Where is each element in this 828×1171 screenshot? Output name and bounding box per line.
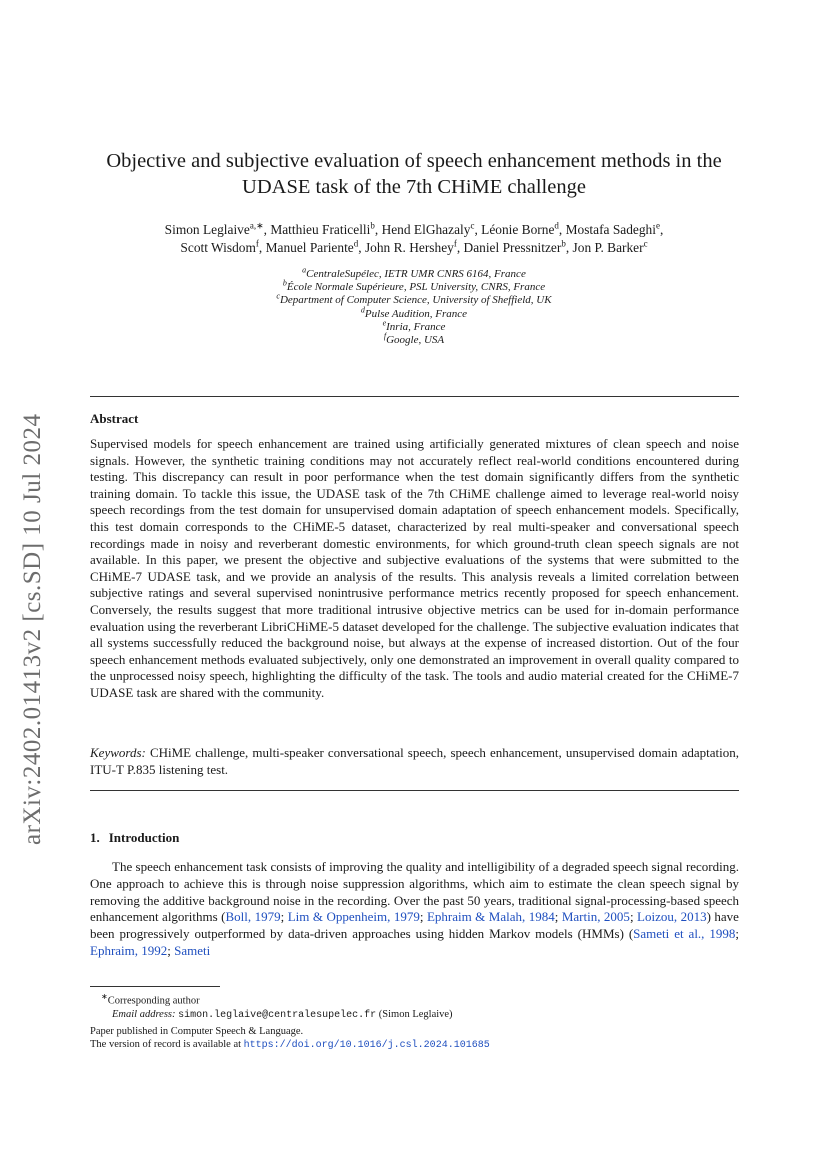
paper-title: Objective and subjective evaluation of speech enhancement methods in the UDASE task of the 7th CHiME challenge [106, 150, 722, 198]
affiliation-text: CentraleSupélec, IETR UMR CNRS 6164, France [306, 268, 526, 280]
citation-link[interactable]: Boll, 1979 [225, 909, 281, 925]
corresponding-author-note [90, 990, 739, 1008]
abstract-text: Supervised models for speech enhancement are trained using artificially generated mixtures of clean speech and noise signals. However, the synthetic training conditions may not accurately reflect real-world conditions encountered during testing. This discrepancy can result in poor performance when the test domain significantly differs from the synthetic training domain. To tackle this issue, the UDASE task of the 7th CHiME challenge aimed to leverage real-world noisy speech recordings from the test domain for unsupervised domain adaptation of speech enhancement models. Specifically, this test domain corresponds to the CHiME-5 dataset, characterized by real multi-speaker and conversational speech recordings made in noisy and reverberant domestic environments, for which ground-truth clean speech signals are not available. In this paper, we present the objective and subjective evaluations of the systems that were submitted to the CHiME-7 UDASE task, and we provide an analysis of the results. This analysis reveals a limited correlation between subjective ratings and several supervised nonintrusive performance metrics recently proposed for speech enhancement. Conversely, the results suggest that more traditional intrusive objective metrics can be used for in-domain performance evaluation using the reverberant LibriCHiME-5 dataset developed for the challenge. The subjective evaluation indicates that all systems successfully reduced the background noise, but always at the expense of increased distortion. Out of the four speech enhancement methods evaluated subjectively, only one demonstrated an improvement in overall quality compared to the unprocessed noisy speech, highlighting the difficulty of the task. The tools and audio material created for the CHiME-7 UDASE task are shared with the community. [90, 436, 739, 700]
citation-link[interactable]: Sameti [174, 942, 211, 958]
affiliation-mark: d [360, 304, 365, 314]
affiliation [120, 331, 708, 347]
author-affiliation-mark: c [643, 238, 648, 249]
corresponding-mark: ∗ [101, 992, 108, 1001]
abstract-bottom-rule [90, 790, 739, 791]
body-text: ) have been progressively outperformed by data-driven approaches using hidden Markov models (HMMs) ( [90, 909, 739, 942]
introduction-paragraph [90, 859, 739, 960]
email-address[interactable]: simon.leglaive@centralesupelec.fr [178, 1009, 377, 1021]
author-name: Scott Wisdom [180, 240, 256, 255]
affiliation-list [120, 265, 708, 347]
author-name: Simon Leglaive [164, 222, 250, 237]
affiliation-text: École Normale Supérieure, PSL University, CNRS, France [286, 281, 546, 294]
author-affiliation-mark: f [453, 238, 457, 249]
section-number: 1. [90, 830, 100, 845]
author-name: Jon P. Barker [572, 240, 644, 255]
publication-note [90, 1025, 739, 1052]
footnote-rule [90, 986, 220, 987]
email-owner: (Simon Leglaive) [378, 1008, 453, 1020]
citation-link[interactable]: Loizou, 2013 [637, 909, 707, 925]
author-affiliation-mark: d [554, 220, 559, 231]
affiliation-mark: b [282, 278, 287, 288]
author-name: Léonie Borne [481, 222, 555, 237]
section-title: Introduction [108, 830, 180, 845]
author-affiliation-mark: b [370, 220, 375, 231]
author [165, 222, 264, 237]
affiliation [120, 304, 708, 321]
author [566, 222, 660, 237]
author-name: Mostafa Sadeghi [565, 222, 656, 237]
author-name: Matthieu Fraticelli [270, 222, 371, 237]
author-list: Simon Leglaive$^{a,∗}$, Matthieu Fraticelli$^b$, Hend ElGhazaly$^c$, Léonie Borne$^d$, Mostafa Sadeghi$^e$, Scott Wisdom$^f$, Manuel Pariente$^d$, John R. Hershey$^f$, Daniel Pressnitzer$^b$, Jon P. Barker$^c$ [164, 220, 664, 255]
author [270, 222, 375, 237]
affiliation-mark: e [382, 318, 387, 328]
author-affiliation-mark: c [470, 220, 475, 231]
body-text: ; [167, 942, 175, 958]
section-heading-introduction [90, 830, 179, 846]
author-name: Manuel Pariente [265, 240, 354, 255]
affiliation [120, 278, 708, 294]
citation-link[interactable]: Martin, 2005 [561, 909, 630, 925]
author-name: John R. Hershey [364, 240, 454, 255]
footnotes [90, 990, 739, 1022]
affiliation-text: Pulse Audition, France [364, 307, 468, 320]
citation-link[interactable]: Ephraim, 1992 [90, 942, 168, 958]
keywords-text: CHiME challenge, multi-speaker conversational speech, speech enhancement, unsupervised domain adaptation, ITU-T P.835 listening test. [90, 745, 740, 777]
affiliation-text: Google, USA [386, 334, 445, 347]
affiliation [120, 265, 708, 281]
author [266, 240, 359, 255]
author-name: Daniel Pressnitzer [463, 240, 562, 255]
author [573, 240, 648, 255]
author [464, 240, 566, 255]
doi-link[interactable]: https://doi.org/10.1016/j.csl.2024.101685 [243, 1040, 490, 1052]
author [481, 222, 559, 237]
author-affiliation-mark: a,∗ [249, 220, 264, 231]
affiliation-text: Inria, France [386, 320, 446, 333]
body-text: ; [554, 909, 562, 925]
keywords-label: Keywords: [90, 745, 146, 760]
affiliation [120, 318, 708, 334]
author-affiliation-mark: b [561, 238, 566, 249]
arxiv-identifier-text: arXiv:2402.01413v2 [cs.SD] 10 Jul 2024 [19, 413, 46, 845]
author [180, 240, 258, 255]
publication-line: Paper published in Computer Speech & Language. [90, 1026, 304, 1037]
body-text: The speech enhancement task consists of improving the quality and intelligibility of a degraded speech signal recording. One approach to achieve this is through noise suppression algorithms, which aim to estimate the clean speech signal by removing the additive background noise in the recording. Over the past 50 years, traditional signal-processing-based speech enhancement algorithms ( [90, 859, 739, 925]
abstract-heading: Abstract [90, 411, 139, 426]
record-line [90, 1038, 739, 1052]
body-text: ; [735, 926, 739, 942]
author-affiliation-mark: f [255, 238, 259, 249]
abstract-top-rule [90, 396, 739, 397]
affiliation-mark: f [383, 331, 387, 341]
author [365, 240, 457, 255]
affiliation [120, 291, 708, 307]
keywords [90, 745, 739, 778]
affiliation-mark: a [302, 265, 307, 275]
body-text: ; [280, 909, 288, 925]
affiliation-text: Department of Computer Science, University of Sheffield, UK [279, 294, 552, 307]
record-prefix: The version of record is available at [90, 1039, 242, 1051]
corresponding-label: Corresponding author [107, 995, 200, 1007]
author-affiliation-mark: e [655, 220, 660, 231]
author-name: Hend ElGhazaly [381, 222, 471, 237]
citation-link[interactable]: Sameti et al., 1998 [633, 926, 736, 942]
author-affiliation-mark: d [353, 238, 359, 249]
citation-link[interactable]: Ephraim & Malah, 1984 [426, 909, 555, 925]
body-text: ; [629, 909, 638, 925]
email-label: Email address: [112, 1008, 176, 1020]
author [382, 222, 475, 237]
email-note [90, 1008, 739, 1022]
affiliation-mark: c [276, 291, 280, 301]
body-text: ; [419, 909, 427, 925]
citation-link[interactable]: Lim & Oppenheim, 1979 [287, 909, 420, 925]
